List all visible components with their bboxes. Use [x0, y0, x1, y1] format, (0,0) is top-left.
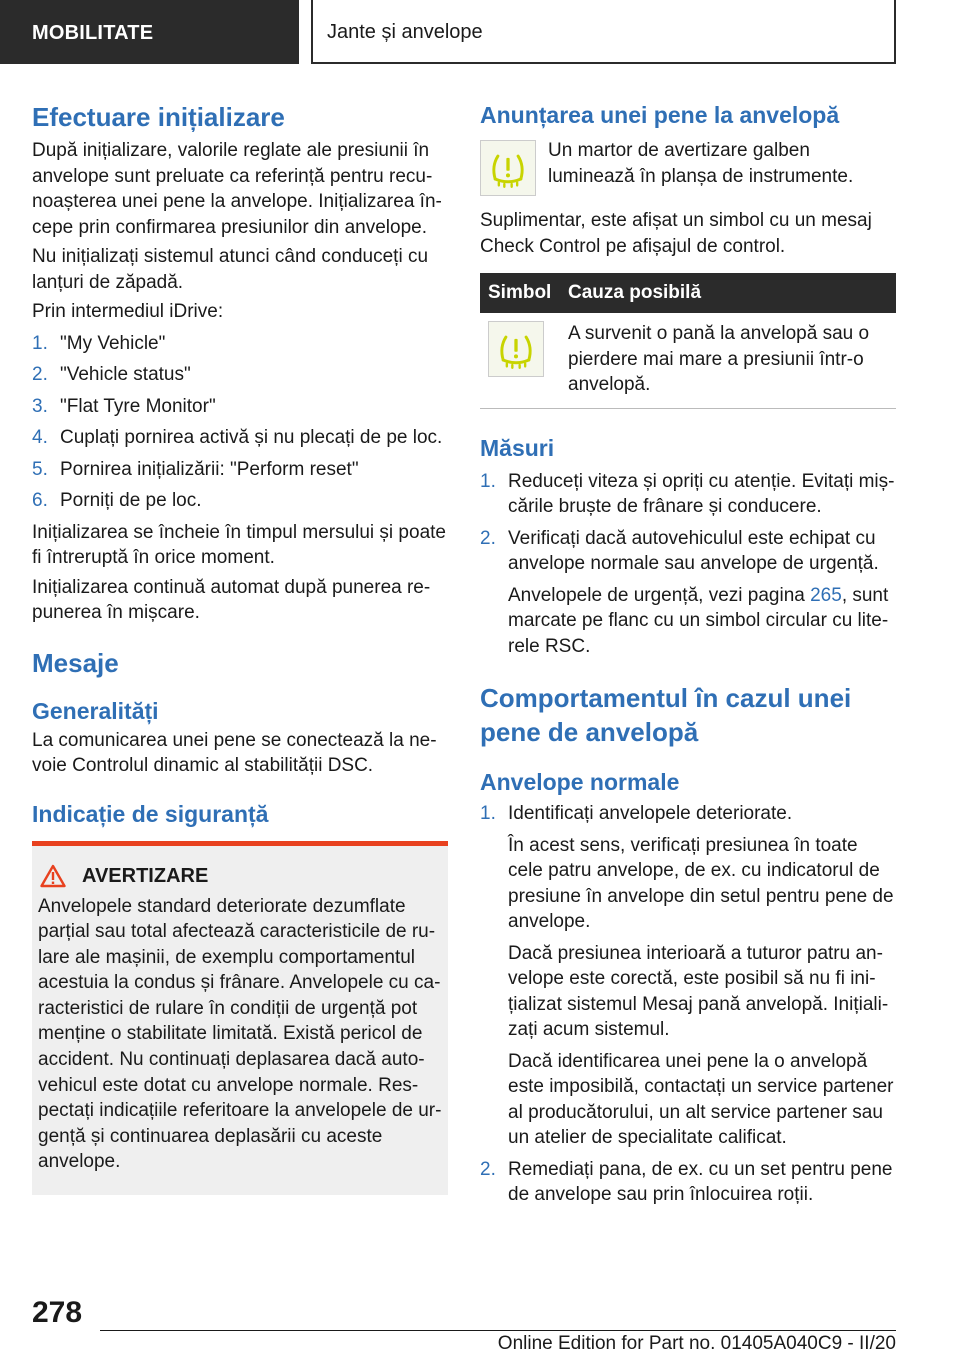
step-number: 1.: [480, 803, 496, 824]
step-text: Identificați anvelopele deteriorate.: [508, 803, 793, 824]
paragraph: După inițializare, valorile reglate ale presiunii în anvelope sunt preluate ca referință pentru recunoașterea unei pene la anvelope. Inițializarea începe prin confirmarea presiunilor din anvelope.: [32, 140, 442, 238]
tyre-pressure-warning-icon: [488, 321, 544, 377]
list-item: [32, 362, 448, 388]
sub-paragraph: În acest sens, verificați presiunea în toate cele patru anvelope, de ex. cu indicatorul de presiune în anvelope din setul pentru pene de anvelope.: [508, 834, 894, 932]
list-item: [32, 331, 448, 357]
table-header-row: [480, 273, 896, 313]
right-column: [480, 100, 896, 1208]
step-text: Cuplați pornirea activă și nu plecați de pe loc.: [60, 427, 443, 448]
symbol-cell: [480, 313, 560, 408]
heading-initialization: Efectuare inițializare: [32, 102, 285, 132]
list-item: [480, 1157, 896, 1208]
heading-flat-tyre-notification: Anunțarea unei pene la anvelopă: [480, 102, 840, 128]
cause-cell: A survenit o pană la anvelopă sau o pierdere mai mare a presiunii într-o anvelopă.: [560, 313, 896, 408]
list-item: [32, 457, 448, 483]
tyre-pressure-warning-icon: [480, 140, 536, 196]
page-header: [0, 0, 960, 66]
paragraph: Nu inițializați sistemul atunci când conduceți cu lanțuri de zăpadă.: [32, 246, 429, 293]
measures-list: [480, 469, 896, 660]
step-number: 4.: [32, 427, 48, 448]
table-row: [480, 313, 896, 408]
step-text: "My Vehicle": [60, 332, 166, 354]
step-number: 5.: [32, 458, 48, 480]
heading-measures: Măsuri: [480, 434, 555, 461]
list-item: [480, 801, 896, 827]
heading-normal-tyres: Anvelope normale: [480, 769, 680, 795]
step-number: 2.: [480, 1158, 496, 1180]
paragraph: Prin intermediul iDrive:: [32, 301, 224, 322]
step-number: 6.: [32, 490, 48, 511]
paragraph: Suplimentar, este afișat un simbol cu un mesaj Check Control pe afișajul de control.: [480, 210, 872, 257]
step-number: 2.: [32, 364, 48, 385]
paragraph: Inițializarea se încheie în timpul mersului și poate fi întreruptă în orice moment.: [32, 521, 446, 568]
list-item: [32, 488, 448, 514]
edition-note: Online Edition for Part no. 01405A040C9 - II/20: [497, 1333, 896, 1354]
section-tab: MOBILITATE: [0, 0, 299, 64]
step-text: Remediați pana, de ex. cu un set pentru pene de anvelope sau prin înlocuirea roții.: [508, 1158, 893, 1205]
heading-messages: Mesaje: [32, 647, 119, 678]
step-number: 1.: [32, 332, 48, 354]
heading-safety-note: Indicație de siguranță: [32, 800, 269, 827]
paragraph: Un martor de avertizare galben luminează în planșa de instrumente.: [548, 140, 854, 187]
paragraph: Inițializarea continuă automat după punerea repunerea în mișcare.: [32, 576, 431, 623]
warning-box: [32, 841, 448, 1196]
step-text: "Flat Tyre Monitor": [60, 395, 216, 417]
list-item: [480, 469, 896, 520]
page-number: 278: [32, 1296, 83, 1329]
warning-triangle-icon: [40, 864, 66, 888]
step-text: Pornirea inițializării: "Perform reset": [60, 458, 359, 480]
step-number: 2.: [480, 527, 496, 549]
paragraph: La comunicarea unei pene se conectează la nevoie Controlul dinamic al stabilității DSC.: [32, 729, 437, 776]
step-text: Porniți de pe loc.: [60, 490, 202, 511]
page-link[interactable]: 265: [810, 584, 842, 606]
normal-tyres-list: [480, 801, 896, 1208]
sub-paragraph: Dacă presiunea interioară a tuturor patru anvelope este corectă, este posibil să nu fi inițializat sistemul Mesaj pană anvelopă. Inițializați acum sistemul.: [508, 942, 889, 1040]
step-text: Reduceți viteza și opriți cu atenție. Evitați mișcările bruște de frânare și conducere.: [508, 470, 895, 517]
column-header-cause: Cauza posibilă: [560, 273, 896, 313]
heading-general: Generalități: [32, 697, 159, 724]
chapter-title: Jante și anvelope: [311, 0, 896, 64]
text-segment: Anvelopele de urgență, vezi pagina: [508, 584, 811, 606]
sub-paragraph: Dacă identificarea unei pene la o anvelopă este imposibilă, contactați un service partener al producătorului, un alt service partener sau un atelier de specialitate calificat.: [508, 1050, 894, 1148]
column-header-symbol: Simbol: [480, 273, 560, 313]
left-column: [32, 100, 448, 1195]
step-number: 1.: [480, 470, 496, 492]
warning-header: [40, 862, 442, 890]
list-item: [480, 526, 896, 577]
step-text: "Vehicle status": [60, 364, 191, 385]
sub-paragraph: [508, 583, 896, 660]
text-segment: , sunt marcate pe flanc cu un simbol circular cu literele RSC.: [508, 584, 889, 657]
idrive-steps-list: [32, 331, 448, 514]
list-item: [32, 425, 448, 451]
warning-title: AVERTIZARE: [82, 864, 209, 887]
indicator-note: [480, 138, 896, 196]
step-text: Verificați dacă autovehiculul este echipat cu anvelope normale sau anvelope de urgență.: [508, 527, 879, 574]
list-item: [32, 394, 448, 420]
heading-flat-tyre-behaviour: Comportamentul în cazul unei pene de anvelopă: [480, 683, 852, 747]
step-number: 3.: [32, 395, 48, 417]
warning-text: Anvelopele standard deteriorate dezumflate parțial sau total afectează caracteristicile de rulare ale mașinii, de exemplu comportamentul acestuia la condus și frânare. Anvelopele cu caracteristici de rulare în condiții de urgență pot menține o stabilitate limitată. Există pericol de accident. Nu continuați deplasarea dacă autovehicul este dotat cu anvelope normale. Respectați indicațiile referitoare la anvelopele de urgență și continuarea deplasării cu aceste anvelope.: [38, 895, 442, 1173]
symbol-table: [480, 273, 896, 409]
footer-divider: [100, 1330, 896, 1331]
